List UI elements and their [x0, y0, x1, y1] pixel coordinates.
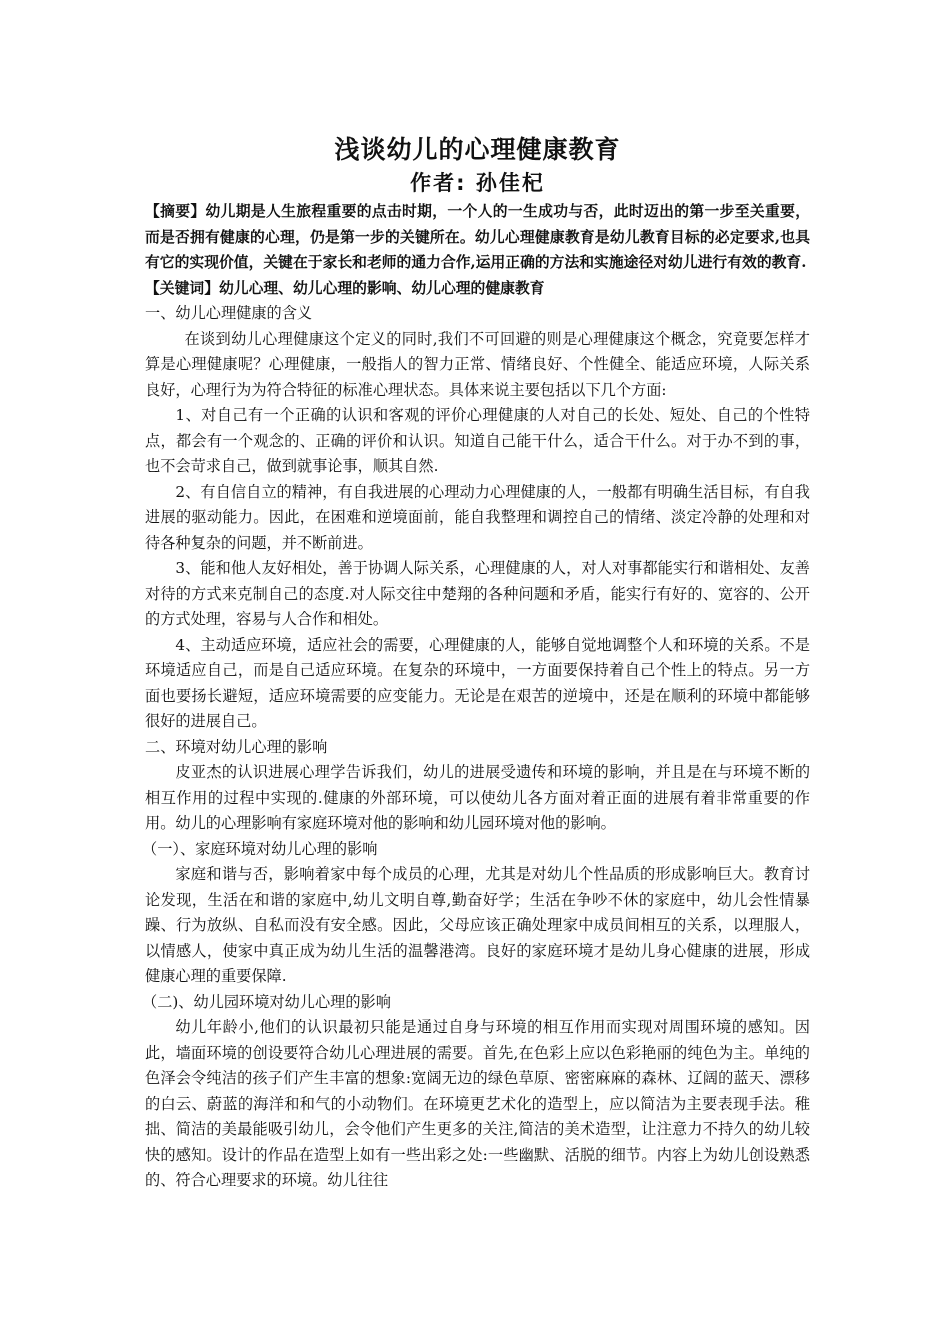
section-1-heading: 一、幼儿心理健康的含义 — [145, 304, 313, 322]
subsection-1-text: 家庭和谐与否，影响着家中每个成员的心理，尤其是对幼儿个性品质的形成影响巨大。教育讨论发现，生活在和谐的家庭中,幼儿文明自尊,勤奋好学；生活在争吵不休的家庭中，幼儿会性情暴躁、行为放纵、自私而没有安全感。因此，父母应该正确处理家中成员间相互的关系，以理服人，以情感人，使家中真正成为幼儿生活的温馨港湾。良好的家庭环境才是幼儿身心健康的进展，形成健康心理的重要保障. — [145, 865, 810, 985]
document-page — [142, 135, 810, 1194]
document-author: 作者: 孙佳杞 — [410, 171, 545, 195]
section-1-point-3: 3、能和他人友好相处，善于协调人际关系，心理健康的人，对人对事都能实行和谐相处、友善对待的方式来克制自己的态度.对人际交往中楚翔的各种问题和矛盾，能实行有好的、宽容的、公开的方式处理，容易与人合作和相处。 — [145, 559, 810, 628]
keywords-paragraph: 【关键词】幼儿心理、幼儿心理的影响、幼儿心理的健康教育 — [145, 279, 545, 297]
subsection-2-text: 幼儿年龄小,他们的认识最初只能是通过自身与环境的相互作用而实现对周围环境的感知。因此，墙面环境的创设要符合幼儿心理进展的需要。首先,在色彩上应以色彩艳丽的纯色为主。单纯的色泽会令纯洁的孩子们产生丰富的想象:宽阔无边的绿色草原、密密麻麻的森林、辽阔的蓝天、漂移的白云、蔚蓝的海洋和和气的小动物们。在环境更艺术化的造型上，应以简洁为主要表现手法。稚拙、简洁的美最能吸引幼儿，会令他们产生更多的关注,简洁的美术造型，让注意力不持久的幼儿较快的感知。设计的作品在造型上如有一些出彩之处:一些幽默、活脱的细节。内容上为幼儿创设熟悉的、符合心理要求的环境。幼儿往往 — [145, 1018, 810, 1189]
subsection-2-heading: （二)、幼儿园环境对幼儿心理的影响 — [142, 992, 391, 1011]
document-title: 浅谈幼儿的心理健康教育 — [334, 135, 621, 164]
subsection-1-heading: （一）、家庭环境对幼儿心理的影响 — [142, 839, 378, 858]
section-2-heading: 二、环境对幼儿心理的影响 — [145, 737, 328, 756]
section-1-intro: 在谈到幼儿心理健康这个定义的同时,我们不可回避的则是心理健康这个概念，究竟要怎样才算是心理健康呢？心理健康，一般指人的智力正常、情绪良好、个性健全、能适应环境，人际关系良好，心理行为为符合特征的标准心理状态。具体来说主要包括以下几个方面: — [145, 329, 810, 399]
abstract-paragraph: 【摘要】幼儿期是人生旅程重要的点击时期，一个人的一生成功与否，此时迈出的第一步至关重要，而是否拥有健康的心理，仍是第一步的关键所在。幼儿心理健康教育是幼儿教育目标的必定要求,也具有它的实现价值，关键在于家长和老师的通力合作,运用正确的方法和实施途径对幼儿进行有效的教育. — [145, 203, 810, 271]
section-1-point-2: 2、有自信自立的精神，有自我进展的心理动力心理健康的人，一般都有明确生活目标，有自我进展的驱动能力。因此，在困难和逆境面前，能自我整理和调控自己的情绪、淡定冷静的处理和对待各种复杂的问题，并不断前进。 — [145, 482, 810, 552]
section-1-point-4: 4、主动适应环境，适应社会的需要，心理健康的人，能够自觉地调整个人和环境的关系。不是环境适应自己，而是自己适应环境。在复杂的环境中，一方面要保持着自己个性上的特点。另一方面也要扬长避短，适应环境需要的应变能力。无论是在艰苦的逆境中，还是在顺利的环境中都能够很好的进展自己。 — [145, 635, 810, 730]
section-2-intro: 皮亚杰的认识进展心理学告诉我们，幼儿的进展受遗传和环境的影响，并且是在与环境不断的相互作用的过程中实现的.健康的外部环境，可以使幼儿各方面对着正面的进展有着非常重要的作用。幼儿的心理影响有家庭环境对他的影响和幼儿园环境对他的影响。 — [145, 763, 810, 832]
section-1-point-1: 1、对自己有一个正确的认识和客观的评价心理健康的人对自己的长处、短处、自己的个性特点，都会有一个观念的、正确的评价和认识。知道自己能干什么，适合干什么。对于办不到的事，也不会苛求自己，做到就事论事，顺其自然. — [145, 406, 810, 475]
